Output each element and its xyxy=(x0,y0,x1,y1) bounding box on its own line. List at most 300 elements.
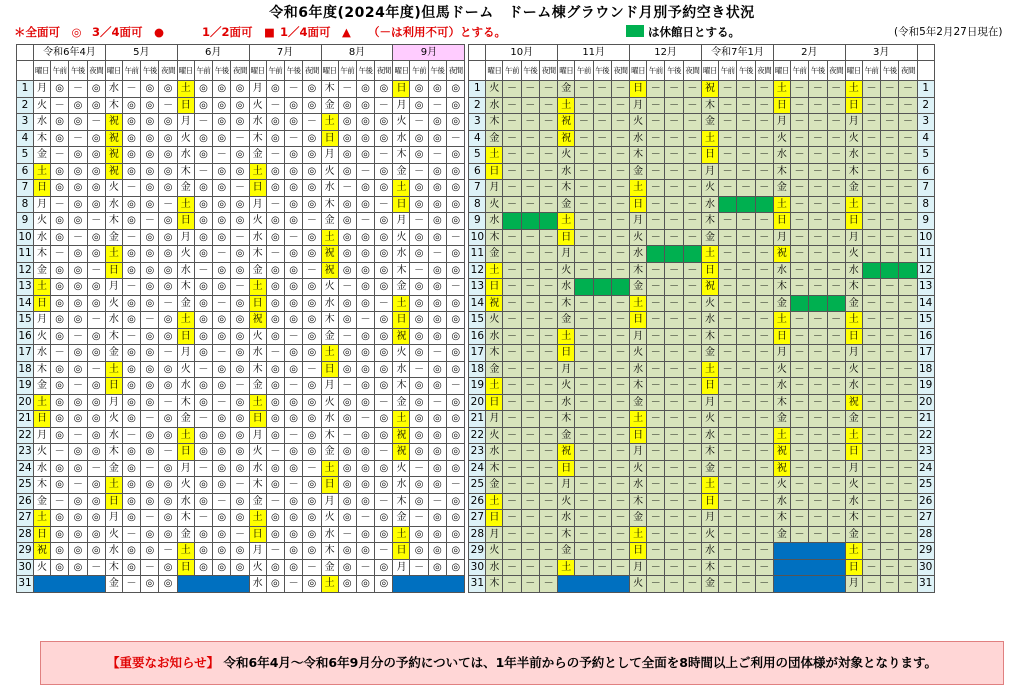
slot-cell: － xyxy=(809,460,827,477)
weekday-cell: 土 xyxy=(558,213,575,230)
weekday-cell: 水 xyxy=(34,345,51,362)
slot-cell: ◎ xyxy=(213,97,231,114)
slot-cell: ◎ xyxy=(69,312,87,329)
weekday-cell: 月 xyxy=(630,213,647,230)
slot-cell: － xyxy=(790,196,808,213)
slot-cell: － xyxy=(719,147,737,164)
slot-cell: ◎ xyxy=(447,427,465,444)
sub-header: 午後 xyxy=(141,61,159,81)
weekday-cell: 祝 xyxy=(105,147,122,164)
slot-cell: － xyxy=(809,493,827,510)
slot-cell: － xyxy=(790,180,808,197)
slot-cell: ◎ xyxy=(447,394,465,411)
slot-cell: － xyxy=(503,246,521,263)
slot-cell: ◎ xyxy=(266,213,284,230)
slot-cell: ◎ xyxy=(410,130,428,147)
slot-cell: － xyxy=(593,394,611,411)
slot-cell: ◎ xyxy=(122,460,140,477)
day-number: 26 xyxy=(17,493,34,510)
weekday-cell: 金 xyxy=(105,345,122,362)
slot-cell: ◎ xyxy=(231,295,249,312)
day-number: 26 xyxy=(469,493,486,510)
slot-cell: － xyxy=(647,493,665,510)
weekday-cell: 土 xyxy=(702,130,719,147)
slot-cell: － xyxy=(683,427,701,444)
weekday-cell: 土 xyxy=(486,378,503,395)
weekday-cell: 月 xyxy=(177,229,194,246)
slot-cell xyxy=(521,213,539,230)
weekday-cell: 金 xyxy=(845,180,862,197)
slot-cell: － xyxy=(539,97,557,114)
weekday-cell: 日 xyxy=(630,81,647,98)
slot-cell: ◎ xyxy=(447,180,465,197)
slot-cell: ◎ xyxy=(194,229,212,246)
slot-cell: － xyxy=(755,328,773,345)
slot-cell: － xyxy=(51,196,69,213)
weekday-cell: 木 xyxy=(321,196,338,213)
slot-cell: － xyxy=(141,460,159,477)
slot-cell: － xyxy=(881,328,899,345)
slot-cell: － xyxy=(683,312,701,329)
slot-cell: ◎ xyxy=(410,279,428,296)
slot-cell: ◎ xyxy=(87,345,105,362)
slot-cell: ◎ xyxy=(87,130,105,147)
weekday-cell: 金 xyxy=(321,213,338,230)
slot-cell: － xyxy=(593,411,611,428)
day-number: 19 xyxy=(17,378,34,395)
weekday-cell: 金 xyxy=(486,130,503,147)
slot-cell: － xyxy=(665,279,683,296)
slot-cell: － xyxy=(755,361,773,378)
slot-cell: ◎ xyxy=(266,81,284,98)
slot-cell: － xyxy=(827,130,845,147)
slot-cell: ◎ xyxy=(69,163,87,180)
day-number: 23 xyxy=(17,444,34,461)
weekday-cell: 土 xyxy=(321,229,338,246)
slot-cell: － xyxy=(809,81,827,98)
slot-cell: － xyxy=(69,328,87,345)
slot-cell: － xyxy=(284,328,302,345)
slot-cell: － xyxy=(862,444,880,461)
slot-cell: － xyxy=(881,229,899,246)
slot-cell: － xyxy=(521,477,539,494)
legend-full: ＊全面可 ◎ xyxy=(14,25,82,39)
slot-cell: ◎ xyxy=(428,180,446,197)
slot-cell: － xyxy=(575,444,593,461)
weekday-cell: 金 xyxy=(630,394,647,411)
slot-cell: － xyxy=(521,147,539,164)
weekday-cell: 火 xyxy=(773,477,790,494)
slot-cell: － xyxy=(611,213,629,230)
weekday-cell: 月 xyxy=(845,460,862,477)
slot-cell: － xyxy=(593,213,611,230)
slot-cell: － xyxy=(683,559,701,576)
slot-cell: － xyxy=(266,246,284,263)
weekday-cell: 金 xyxy=(702,229,719,246)
slot-cell: ◎ xyxy=(69,147,87,164)
month-header: 令和7年1月 xyxy=(702,45,774,61)
month-header: 12月 xyxy=(630,45,702,61)
weekday-cell: 火 xyxy=(630,576,647,593)
slot-cell: － xyxy=(827,180,845,197)
weekday-cell: 月 xyxy=(558,477,575,494)
slot-cell: － xyxy=(521,130,539,147)
day-number: 25 xyxy=(17,477,34,494)
slot-cell: － xyxy=(503,196,521,213)
slot-cell: － xyxy=(647,229,665,246)
weekday-cell: 金 xyxy=(177,526,194,543)
slot-cell: ◎ xyxy=(447,411,465,428)
slot-cell: － xyxy=(719,262,737,279)
slot-cell: ◎ xyxy=(122,345,140,362)
slot-cell: ◎ xyxy=(213,411,231,428)
slot-cell: ◎ xyxy=(194,97,212,114)
slot-cell: ◎ xyxy=(356,97,374,114)
slot-cell: － xyxy=(881,543,899,560)
weekday-cell: 火 xyxy=(321,394,338,411)
slot-cell: － xyxy=(665,378,683,395)
slot-cell: － xyxy=(809,345,827,362)
weekday-cell: 木 xyxy=(773,394,790,411)
slot-cell: － xyxy=(665,97,683,114)
slot-cell xyxy=(503,213,521,230)
weekday-cell: 火 xyxy=(393,229,410,246)
weekday-cell: 土 xyxy=(558,97,575,114)
slot-cell: ◎ xyxy=(338,262,356,279)
weekday-cell: 火 xyxy=(105,180,122,197)
sub-header: 曜日 xyxy=(321,61,338,81)
weekday-cell: 祝 xyxy=(486,295,503,312)
weekday-cell: 火 xyxy=(845,361,862,378)
slot-cell: ◎ xyxy=(410,411,428,428)
slot-cell: － xyxy=(755,493,773,510)
slot-cell: ◎ xyxy=(122,543,140,560)
weekday-cell: 火 xyxy=(321,279,338,296)
weekday-cell: 木 xyxy=(393,378,410,395)
slot-cell: － xyxy=(719,114,737,131)
weekday-cell: 祝 xyxy=(393,328,410,345)
slot-cell: ◎ xyxy=(87,394,105,411)
slot-cell: － xyxy=(447,378,465,395)
slot-cell: － xyxy=(665,543,683,560)
day-number: 18 xyxy=(17,361,34,378)
weekday-cell: 金 xyxy=(105,460,122,477)
weekday-cell: 木 xyxy=(34,361,51,378)
slot-cell: － xyxy=(539,510,557,527)
slot-cell: － xyxy=(881,576,899,593)
weekday-cell: 火 xyxy=(486,81,503,98)
slot-cell: ◎ xyxy=(356,427,374,444)
slot-cell: － xyxy=(790,345,808,362)
weekday-cell: 月 xyxy=(105,394,122,411)
weekday-cell: 日 xyxy=(486,163,503,180)
slot-cell: － xyxy=(827,114,845,131)
slot-cell: － xyxy=(503,477,521,494)
slot-cell: ◎ xyxy=(194,180,212,197)
slot-cell: － xyxy=(755,97,773,114)
slot-cell: － xyxy=(410,460,428,477)
slot-cell: ◎ xyxy=(303,147,321,164)
slot-cell: ◎ xyxy=(194,213,212,230)
slot-cell: ◎ xyxy=(51,328,69,345)
slot-cell: ◎ xyxy=(231,559,249,576)
slot-cell: － xyxy=(375,295,393,312)
day-number: 18 xyxy=(917,361,934,378)
slot-cell: ◎ xyxy=(159,262,177,279)
slot-cell: ◎ xyxy=(447,213,465,230)
slot-cell: ◎ xyxy=(141,246,159,263)
slot-cell: － xyxy=(683,147,701,164)
slot-cell: － xyxy=(862,411,880,428)
weekday-cell: 木 xyxy=(702,444,719,461)
day-number: 24 xyxy=(917,460,934,477)
slot-cell: ◎ xyxy=(428,163,446,180)
month-header: 2月 xyxy=(773,45,845,61)
weekday-cell: 水 xyxy=(630,246,647,263)
day-number: 28 xyxy=(17,526,34,543)
slot-cell xyxy=(611,279,629,296)
slot-cell: － xyxy=(881,510,899,527)
slot-cell: － xyxy=(213,394,231,411)
slot-cell: ◎ xyxy=(51,130,69,147)
slot-cell: － xyxy=(899,279,917,296)
slot-cell: ◎ xyxy=(141,477,159,494)
slot-cell: － xyxy=(375,444,393,461)
slot-cell: － xyxy=(719,378,737,395)
slot-cell: － xyxy=(284,378,302,395)
slot-cell: － xyxy=(683,180,701,197)
slot-cell: － xyxy=(899,246,917,263)
slot-cell: － xyxy=(303,361,321,378)
day-number: 7 xyxy=(917,180,934,197)
month-header: 11月 xyxy=(558,45,630,61)
weekday-cell: 日 xyxy=(249,526,266,543)
day-number: 21 xyxy=(917,411,934,428)
weekday-cell: 日 xyxy=(845,328,862,345)
slot-cell: ◎ xyxy=(375,427,393,444)
weekday-cell: 火 xyxy=(34,328,51,345)
slot-cell: ◎ xyxy=(375,246,393,263)
weekday-cell: 日 xyxy=(702,147,719,164)
slot-cell: － xyxy=(881,345,899,362)
weekday-cell: 火 xyxy=(630,114,647,131)
slot-cell: － xyxy=(755,130,773,147)
slot-cell: ◎ xyxy=(356,295,374,312)
slot-cell: ◎ xyxy=(141,279,159,296)
slot-cell: ◎ xyxy=(338,411,356,428)
slot-cell: ◎ xyxy=(338,361,356,378)
slot-cell: ◎ xyxy=(410,493,428,510)
slot-cell: － xyxy=(737,328,755,345)
day-number: 22 xyxy=(917,427,934,444)
sub-header: 午前 xyxy=(194,61,212,81)
slot-cell: － xyxy=(719,411,737,428)
weekday-cell: 土 xyxy=(249,279,266,296)
slot-cell: ◎ xyxy=(356,328,374,345)
weekday-cell: 金 xyxy=(34,262,51,279)
slot-cell: － xyxy=(790,427,808,444)
slot-cell: ◎ xyxy=(159,493,177,510)
slot-cell: － xyxy=(611,81,629,98)
slot-cell: － xyxy=(503,444,521,461)
slot-cell: ◎ xyxy=(213,526,231,543)
slot-cell: － xyxy=(683,361,701,378)
slot-cell: ◎ xyxy=(428,526,446,543)
slot-cell xyxy=(809,295,827,312)
slot-cell: － xyxy=(790,97,808,114)
slot-cell: － xyxy=(665,510,683,527)
slot-cell: － xyxy=(503,427,521,444)
slot-cell: － xyxy=(647,312,665,329)
weekday-cell: 火 xyxy=(558,147,575,164)
slot-cell: ◎ xyxy=(303,394,321,411)
no-day-cell xyxy=(34,576,106,593)
slot-cell: － xyxy=(862,394,880,411)
slot-cell: － xyxy=(737,493,755,510)
weekday-cell: 木 xyxy=(105,328,122,345)
slot-cell: ◎ xyxy=(122,444,140,461)
slot-cell: ◎ xyxy=(410,196,428,213)
weekday-cell: 土 xyxy=(177,543,194,560)
slot-cell: － xyxy=(575,526,593,543)
slot-cell: － xyxy=(356,559,374,576)
slot-cell: ◎ xyxy=(410,444,428,461)
slot-cell: － xyxy=(737,180,755,197)
slot-cell: － xyxy=(719,97,737,114)
slot-cell: ◎ xyxy=(141,576,159,593)
slot-cell: － xyxy=(737,460,755,477)
slot-cell: ◎ xyxy=(338,163,356,180)
slot-cell: ◎ xyxy=(159,312,177,329)
weekday-cell: 水 xyxy=(249,460,266,477)
slot-cell: ◎ xyxy=(194,559,212,576)
slot-cell: ◎ xyxy=(194,543,212,560)
slot-cell: － xyxy=(611,328,629,345)
weekday-cell: 金 xyxy=(630,510,647,527)
slot-cell: ◎ xyxy=(231,345,249,362)
weekday-cell: 水 xyxy=(105,312,122,329)
slot-cell: ◎ xyxy=(87,543,105,560)
sub-header: 午後 xyxy=(428,61,446,81)
slot-cell: － xyxy=(593,114,611,131)
slot-cell: － xyxy=(122,526,140,543)
slot-cell: － xyxy=(737,543,755,560)
weekday-cell: 日 xyxy=(773,213,790,230)
slot-cell: － xyxy=(266,196,284,213)
slot-cell: － xyxy=(410,361,428,378)
day-number: 28 xyxy=(469,526,486,543)
day-number: 17 xyxy=(469,345,486,362)
weekday-cell: 日 xyxy=(486,510,503,527)
weekday-cell: 月 xyxy=(630,97,647,114)
slot-cell: ◎ xyxy=(213,477,231,494)
weekday-cell: 金 xyxy=(321,328,338,345)
sub-header: 夜間 xyxy=(87,61,105,81)
slot-cell: － xyxy=(593,559,611,576)
slot-cell: － xyxy=(194,510,212,527)
slot-cell: － xyxy=(899,427,917,444)
slot-cell: ◎ xyxy=(69,114,87,131)
slot-cell: － xyxy=(521,229,539,246)
slot-cell: － xyxy=(575,460,593,477)
slot-cell: ◎ xyxy=(122,559,140,576)
slot-cell: － xyxy=(539,361,557,378)
weekday-cell: 金 xyxy=(558,543,575,560)
weekday-cell: 水 xyxy=(486,328,503,345)
slot-cell: ◎ xyxy=(447,493,465,510)
slot-cell: ◎ xyxy=(375,213,393,230)
slot-cell: ◎ xyxy=(141,543,159,560)
weekday-cell: 祝 xyxy=(702,81,719,98)
weekday-cell: 祝 xyxy=(558,444,575,461)
weekday-cell: 祝 xyxy=(105,163,122,180)
slot-cell: ◎ xyxy=(284,262,302,279)
day-number: 9 xyxy=(17,213,34,230)
slot-cell: ◎ xyxy=(284,493,302,510)
weekday-cell: 日 xyxy=(702,493,719,510)
slot-cell: － xyxy=(755,163,773,180)
day-number: 13 xyxy=(917,279,934,296)
slot-cell: ◎ xyxy=(410,328,428,345)
slot-cell: ◎ xyxy=(194,477,212,494)
slot-cell: － xyxy=(899,510,917,527)
slot-cell: － xyxy=(539,559,557,576)
weekday-cell: 木 xyxy=(558,295,575,312)
slot-cell: ◎ xyxy=(303,180,321,197)
slot-cell: － xyxy=(611,180,629,197)
slot-cell: － xyxy=(737,229,755,246)
slot-cell: ◎ xyxy=(122,114,140,131)
slot-cell: ◎ xyxy=(338,460,356,477)
weekday-cell: 水 xyxy=(321,180,338,197)
slot-cell: － xyxy=(213,295,231,312)
slot-cell: － xyxy=(737,427,755,444)
slot-cell: － xyxy=(539,576,557,593)
month-header: 3月 xyxy=(845,45,917,61)
weekday-cell: 祝 xyxy=(845,394,862,411)
slot-cell: ◎ xyxy=(375,229,393,246)
slot-cell: － xyxy=(69,378,87,395)
slot-cell: ◎ xyxy=(231,163,249,180)
slot-cell: － xyxy=(683,526,701,543)
slot-cell: － xyxy=(755,543,773,560)
slot-cell: ◎ xyxy=(284,444,302,461)
slot-cell: － xyxy=(647,411,665,428)
slot-cell: － xyxy=(647,196,665,213)
slot-cell: － xyxy=(755,411,773,428)
slot-cell: ◎ xyxy=(338,345,356,362)
weekday-cell: 日 xyxy=(177,97,194,114)
slot-cell: － xyxy=(447,130,465,147)
weekday-cell: 日 xyxy=(321,477,338,494)
slot-cell: ◎ xyxy=(356,543,374,560)
slot-cell: ◎ xyxy=(284,312,302,329)
slot-cell: － xyxy=(521,361,539,378)
legend-unavailable: （－は利用不可）とする。 xyxy=(368,25,506,39)
weekday-cell: 木 xyxy=(486,460,503,477)
weekday-cell: 木 xyxy=(773,163,790,180)
slot-cell: ◎ xyxy=(69,196,87,213)
slot-cell: － xyxy=(827,196,845,213)
slot-cell: － xyxy=(503,543,521,560)
slot-cell: － xyxy=(862,460,880,477)
slot-cell: ◎ xyxy=(159,576,177,593)
slot-cell: ◎ xyxy=(159,147,177,164)
slot-cell: ◎ xyxy=(231,460,249,477)
day-number: 29 xyxy=(469,543,486,560)
no-day-cell xyxy=(773,576,845,593)
slot-cell: － xyxy=(51,444,69,461)
